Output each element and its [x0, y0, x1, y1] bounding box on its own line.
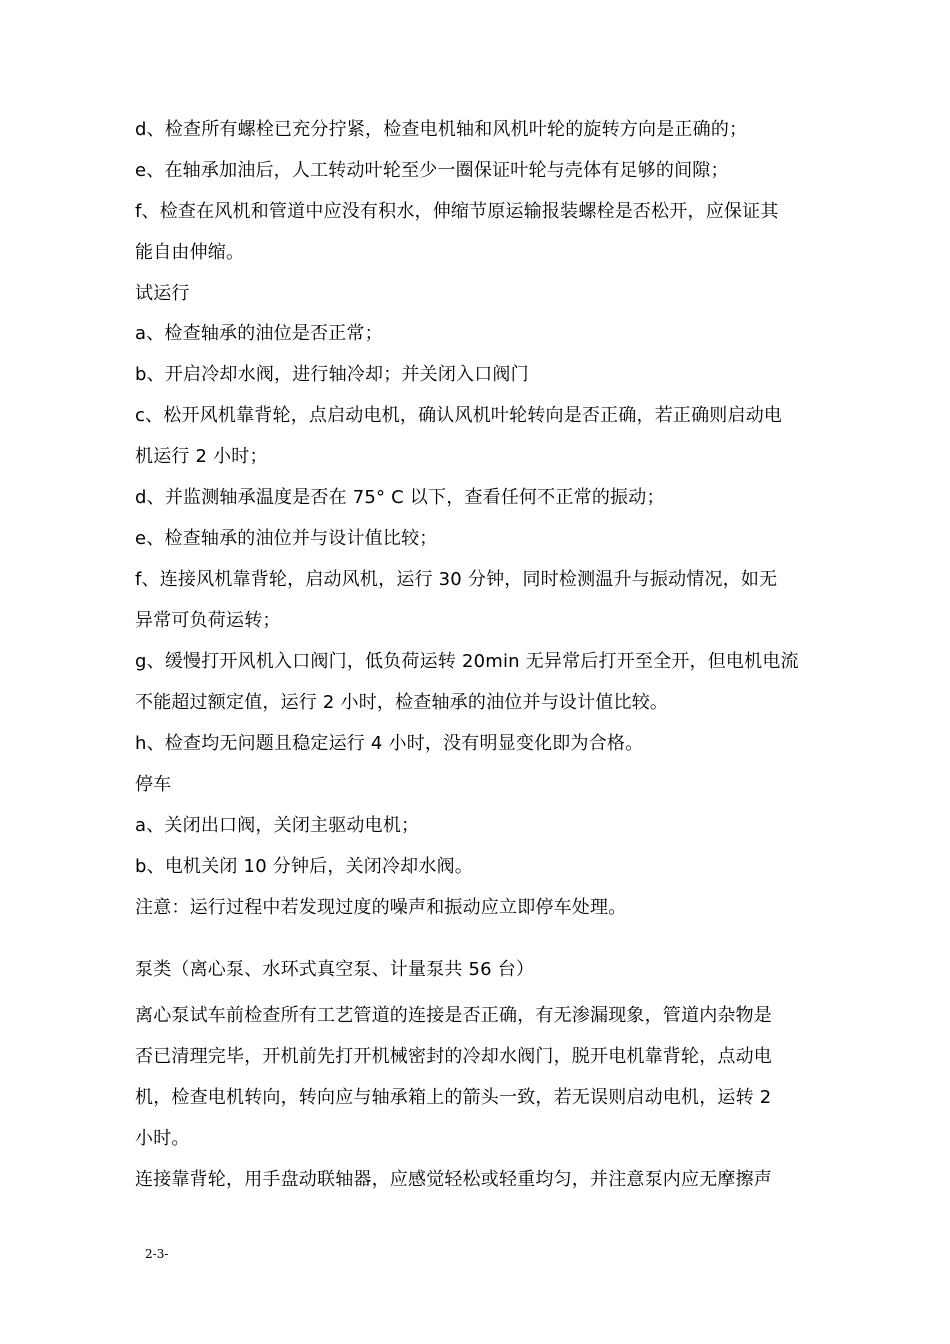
text-line: d、检查所有螺栓已充分拧紧，检查电机轴和风机叶轮的旋转方向是正确的； [135, 119, 748, 140]
text-line: h、检查均无问题且稳定运行 4 小时，没有明显变化即为合格。 [135, 733, 644, 754]
text-line: b、电机关闭 10 分钟后，关闭冷却水阀。 [135, 856, 473, 877]
text-line: g、缓慢打开风机入口阀门，低负荷运转 20min 无异常后打开至全开，但电机电流 [135, 651, 799, 672]
text-line: d、并监测轴承温度是否在 75° C 以下，查看任何不正常的振动； [135, 487, 665, 508]
text-line: 机，检查电机转向，转向应与轴承箱上的箭头一致，若无误则启动电机，运转 2 [135, 1087, 772, 1108]
section-heading: 停车 [135, 774, 172, 795]
page-number: 2-3- [145, 1247, 169, 1261]
text-line: 小时。 [135, 1128, 190, 1149]
text-line: 否已清理完毕，开机前先打开机械密封的冷却水阀门，脱开电机靠背轮，点动电 [135, 1046, 772, 1067]
text-line: 不能超过额定值，运行 2 小时，检查轴承的油位并与设计值比较。 [135, 692, 669, 713]
text-line: a、关闭出口阀，关闭主驱动电机； [135, 815, 420, 836]
text-line: f、检查在风机和管道中应没有积水，伸缩节原运输报装螺栓是否松开，应保证其 [135, 201, 779, 222]
text-line: e、在轴承加油后，人工转动叶轮至少一圈保证叶轮与壳体有足够的间隙； [135, 160, 729, 181]
text-line: 机运行 2 小时； [135, 446, 268, 467]
section-heading: 泵类（离心泵、水环式真空泵、计量泵共 56 台） [135, 959, 535, 980]
text-line: 连接靠背轮，用手盘动联轴器，应感觉轻松或轻重均匀，并注意泵内应无摩擦声 [135, 1169, 772, 1190]
text-line: f、连接风机靠背轮，启动风机，运行 30 分钟，同时检测温升与振动情况，如无 [135, 569, 778, 590]
text-line: c、松开风机靠背轮，点启动电机，确认风机叶轮转向是否正确，若正确则启动电 [135, 405, 783, 426]
text-line: e、检查轴承的油位并与设计值比较； [135, 528, 438, 549]
text-line: 异常可负荷运转； [135, 610, 281, 631]
section-heading: 试运行 [135, 283, 190, 304]
text-line: a、检查轴承的油位是否正常； [135, 323, 383, 344]
text-line: b、开启冷却水阀，进行轴冷却；并关闭入口阀门 [135, 364, 529, 385]
text-line: 能自由伸缩。 [135, 242, 245, 263]
note-line: 注意：运行过程中若发现过度的噪声和振动应立即停车处理。 [135, 897, 627, 918]
text-line: 离心泵试车前检查所有工艺管道的连接是否正确，有无渗漏现象，管道内杂物是 [135, 1005, 772, 1026]
